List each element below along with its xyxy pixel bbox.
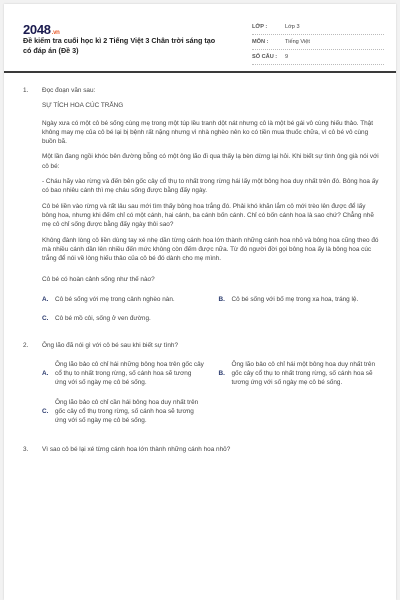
option-letter: C. bbox=[42, 407, 49, 415]
question-number: 1. bbox=[23, 87, 29, 94]
option-letter: A. bbox=[42, 369, 49, 377]
option-text: Cô bé sống với bố mẹ trong xa hoa, tráng lệ. bbox=[231, 295, 359, 303]
question-text: Vì sao cô bé lại xé từng cánh hoa lớn thành những cánh hoa nhỏ? bbox=[42, 446, 231, 454]
option-text: Ông lão bảo cô chỉ hái những bông hoa trên gốc cây cổ thụ to nhất trong rừng, số cánh hoa sẽ tương ứng với số ngày mẹ cô bé sống. bbox=[55, 360, 204, 387]
meta-class-value: Lớp 3 bbox=[285, 24, 300, 30]
question-prompt: Đọc đoạn văn sau: bbox=[42, 87, 96, 94]
question-text: Ông lão đã nói gì với cô bé sau khi biết sự tình? bbox=[42, 342, 179, 350]
document-page bbox=[4, 4, 396, 600]
option-text: Cô bé sống với mẹ trong cảnh nghèo nàn. bbox=[55, 295, 175, 303]
meta-subject-row bbox=[252, 35, 384, 50]
answer-option-a[interactable] bbox=[42, 360, 205, 388]
question-body bbox=[42, 341, 381, 439]
answer-option-b[interactable] bbox=[219, 360, 382, 388]
option-letter: B. bbox=[218, 295, 225, 303]
option-letter: A. bbox=[42, 295, 49, 303]
story-paragraph: Cô bé liền vào rừng và rất lâu sau mới tìm thấy bông hoa trắng đó. Phải khó khăn lắm cô mới trèo lên được để lấy bông hoa, nhưng khi đếm chỉ có một cánh, hai cánh, ba cánh bốn cánh. Chỉ có bốn cánh hoa là sao chứ? Chẳng nhẽ mẹ cô chỉ sống được bằng đấy ngày thôi sao? bbox=[42, 202, 374, 229]
document-meta bbox=[252, 20, 384, 65]
meta-class-row bbox=[252, 20, 384, 35]
option-text: Cô bé mồ côi, sống ở ven đường. bbox=[55, 315, 151, 323]
logo-brand: 2048 bbox=[23, 22, 51, 37]
answer-option-b[interactable] bbox=[219, 295, 382, 304]
question-number: 2. bbox=[23, 342, 29, 350]
answer-options bbox=[42, 360, 381, 426]
story-paragraph: Ngày xưa có một cô bé sống cùng mẹ trong một túp lều tranh dột nát nhưng cô là một bé gái vô cùng hiếu thảo. Thật không may mẹ của cô bé lại bị bệnh rất nặng nhưng vì nhà nghèo nên ko có tiền mua thuốc chữa, vì cô bé vô cùng buồn bã. bbox=[42, 119, 374, 146]
meta-subject-label: MÔN : bbox=[252, 39, 269, 45]
question-body bbox=[42, 86, 381, 337]
story-title: SỰ TÍCH HOA CÚC TRẮNG bbox=[42, 102, 124, 110]
answer-option-c[interactable] bbox=[42, 398, 205, 426]
option-text: Ông lão bảo cô chỉ hái một bông hoa duy nhất trên gốc cây cổ thụ to nhất trong rừng, số cánh hoa sẽ tương ứng với số ngày mẹ cô bé sống. bbox=[231, 360, 376, 387]
question-2 bbox=[23, 341, 381, 439]
answer-option-a[interactable] bbox=[42, 295, 205, 304]
meta-subject-value: Tiếng Việt bbox=[285, 39, 310, 45]
question-list bbox=[23, 86, 381, 461]
question-number: 3. bbox=[23, 446, 29, 454]
meta-count-row bbox=[252, 50, 384, 65]
story-paragraph: - Cháu hãy vào rừng và đến bên gốc cây cổ thụ to nhất trong rừng hái lấy một bông hoa duy nhất trên đó. Bông hoa ấy có bao nhiêu cánh thì mẹ cháu sống được bằng đấy ngày. bbox=[42, 178, 379, 195]
option-letter: C. bbox=[42, 315, 49, 323]
meta-class-label: LỚP : bbox=[252, 24, 268, 30]
story-paragraph: Không đành lòng cô liền dùng tay xé nhẹ dần từng cánh hoa lớn thành những cánh hoa nhỏ và bông hoa cũng theo đó mà nhiều cánh dần lên nhiều đến mức không còn đếm được nữa. Từ đó người đời gọi bông hoa ấy là bông hoa cúc trắng để nói về lòng hiếu thảo của cô bé đó dành cho mẹ mình. bbox=[42, 236, 379, 263]
option-text: Ông lão bảo cô chỉ cần hái bông hoa duy nhất trên gốc cây cổ thụ trong rừng, số cánh hoa sẽ tương ứng với số ngày mẹ cô bé sống. bbox=[55, 398, 199, 425]
story-paragraph: Một lần đang ngồi khóc bên đường bỗng có một ông lão đi qua thấy lạ bèn dừng lại hỏi. Khi biết sự tình ông già nói với cô bé: bbox=[42, 153, 379, 170]
option-letter: B. bbox=[218, 369, 225, 377]
document-title: Đề kiểm tra cuối học kì 2 Tiếng Việt 3 Chân trời sáng tạo có đáp án (Đề 3) bbox=[23, 36, 216, 55]
question-1 bbox=[23, 86, 381, 337]
question-text: Cô bé có hoàn cảnh sống như thế nào? bbox=[42, 276, 155, 284]
meta-count-value: 9 bbox=[285, 54, 289, 60]
question-3 bbox=[23, 445, 381, 460]
meta-count-label: SỐ CÂU : bbox=[252, 54, 278, 60]
header-divider bbox=[4, 71, 396, 73]
answer-option-c[interactable] bbox=[42, 314, 205, 323]
question-body bbox=[42, 445, 381, 460]
answer-options bbox=[42, 295, 381, 324]
site-logo[interactable] bbox=[23, 22, 60, 37]
logo-tld: .vn bbox=[51, 30, 60, 36]
